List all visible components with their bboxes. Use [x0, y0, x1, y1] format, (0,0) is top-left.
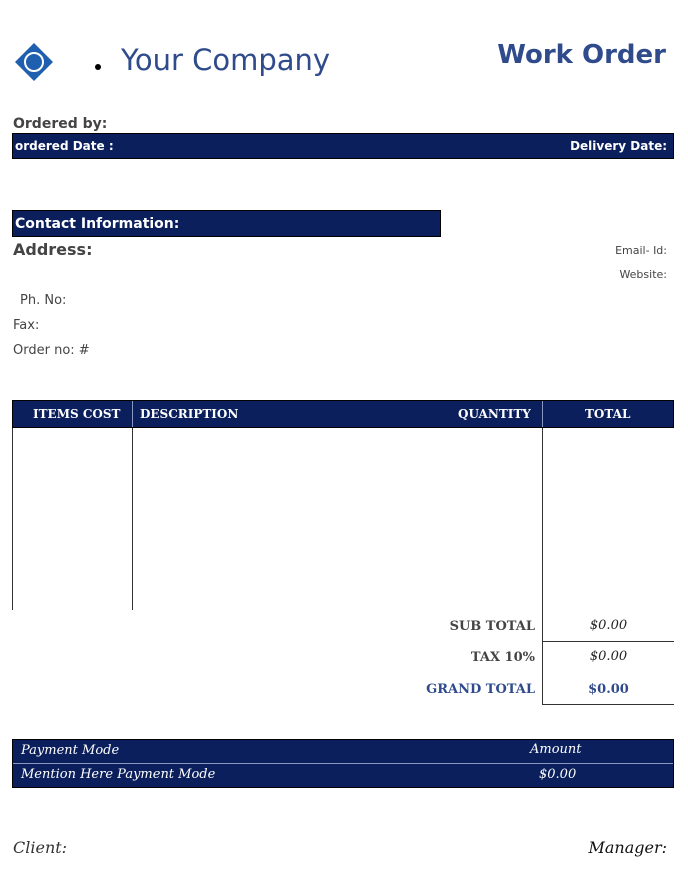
payment-mode-header: Payment Mode: [21, 743, 120, 758]
column-header-items-cost: ITEMS COST: [33, 407, 121, 421]
company-logo-icon: [14, 42, 54, 82]
ordered-by-label: Ordered by:: [13, 116, 108, 132]
grand-total-value: $0.00: [588, 682, 629, 697]
email-label: Email- Id:: [615, 244, 667, 257]
column-header-total: TOTAL: [585, 407, 631, 421]
table-border: [12, 428, 13, 610]
document-title: Work Order: [497, 40, 666, 70]
contact-section-title: Contact Information:: [15, 216, 180, 232]
payment-table: [12, 739, 674, 788]
phone-label: Ph. No:: [20, 293, 67, 308]
tax-value: $0.00: [589, 649, 628, 664]
ordered-date-label: ordered Date :: [15, 139, 114, 153]
client-signature-label: Client:: [13, 838, 68, 857]
column-header-quantity: QUANTITY: [458, 407, 531, 421]
sub-total-label: SUB TOTAL: [449, 619, 535, 634]
items-table-header: [12, 400, 674, 428]
table-border: [542, 704, 674, 705]
grand-total-label: GRAND TOTAL: [426, 682, 535, 697]
delivery-date-label: Delivery Date:: [570, 139, 667, 153]
header-divider: [132, 401, 133, 427]
company-name: Your Company: [121, 43, 331, 77]
website-label: Website:: [619, 268, 667, 281]
payment-row-divider: [13, 763, 673, 764]
table-border: [542, 641, 674, 642]
bullet-icon: [95, 64, 101, 70]
table-border: [132, 428, 133, 610]
address-label: Address:: [13, 240, 93, 259]
manager-signature-label: Manager:: [588, 838, 667, 857]
header-divider: [542, 401, 543, 427]
payment-mode-value: Mention Here Payment Mode: [21, 767, 216, 782]
column-header-description: DESCRIPTION: [140, 407, 239, 421]
order-number-label: Order no: #: [13, 343, 90, 358]
amount-header: Amount: [530, 742, 582, 757]
amount-value: $0.00: [539, 767, 577, 782]
date-bar: [12, 133, 674, 159]
fax-label: Fax:: [13, 318, 40, 333]
tax-label: TAX 10%: [470, 650, 535, 665]
sub-total-value: $0.00: [589, 618, 628, 633]
contact-section-bar: [12, 210, 441, 237]
